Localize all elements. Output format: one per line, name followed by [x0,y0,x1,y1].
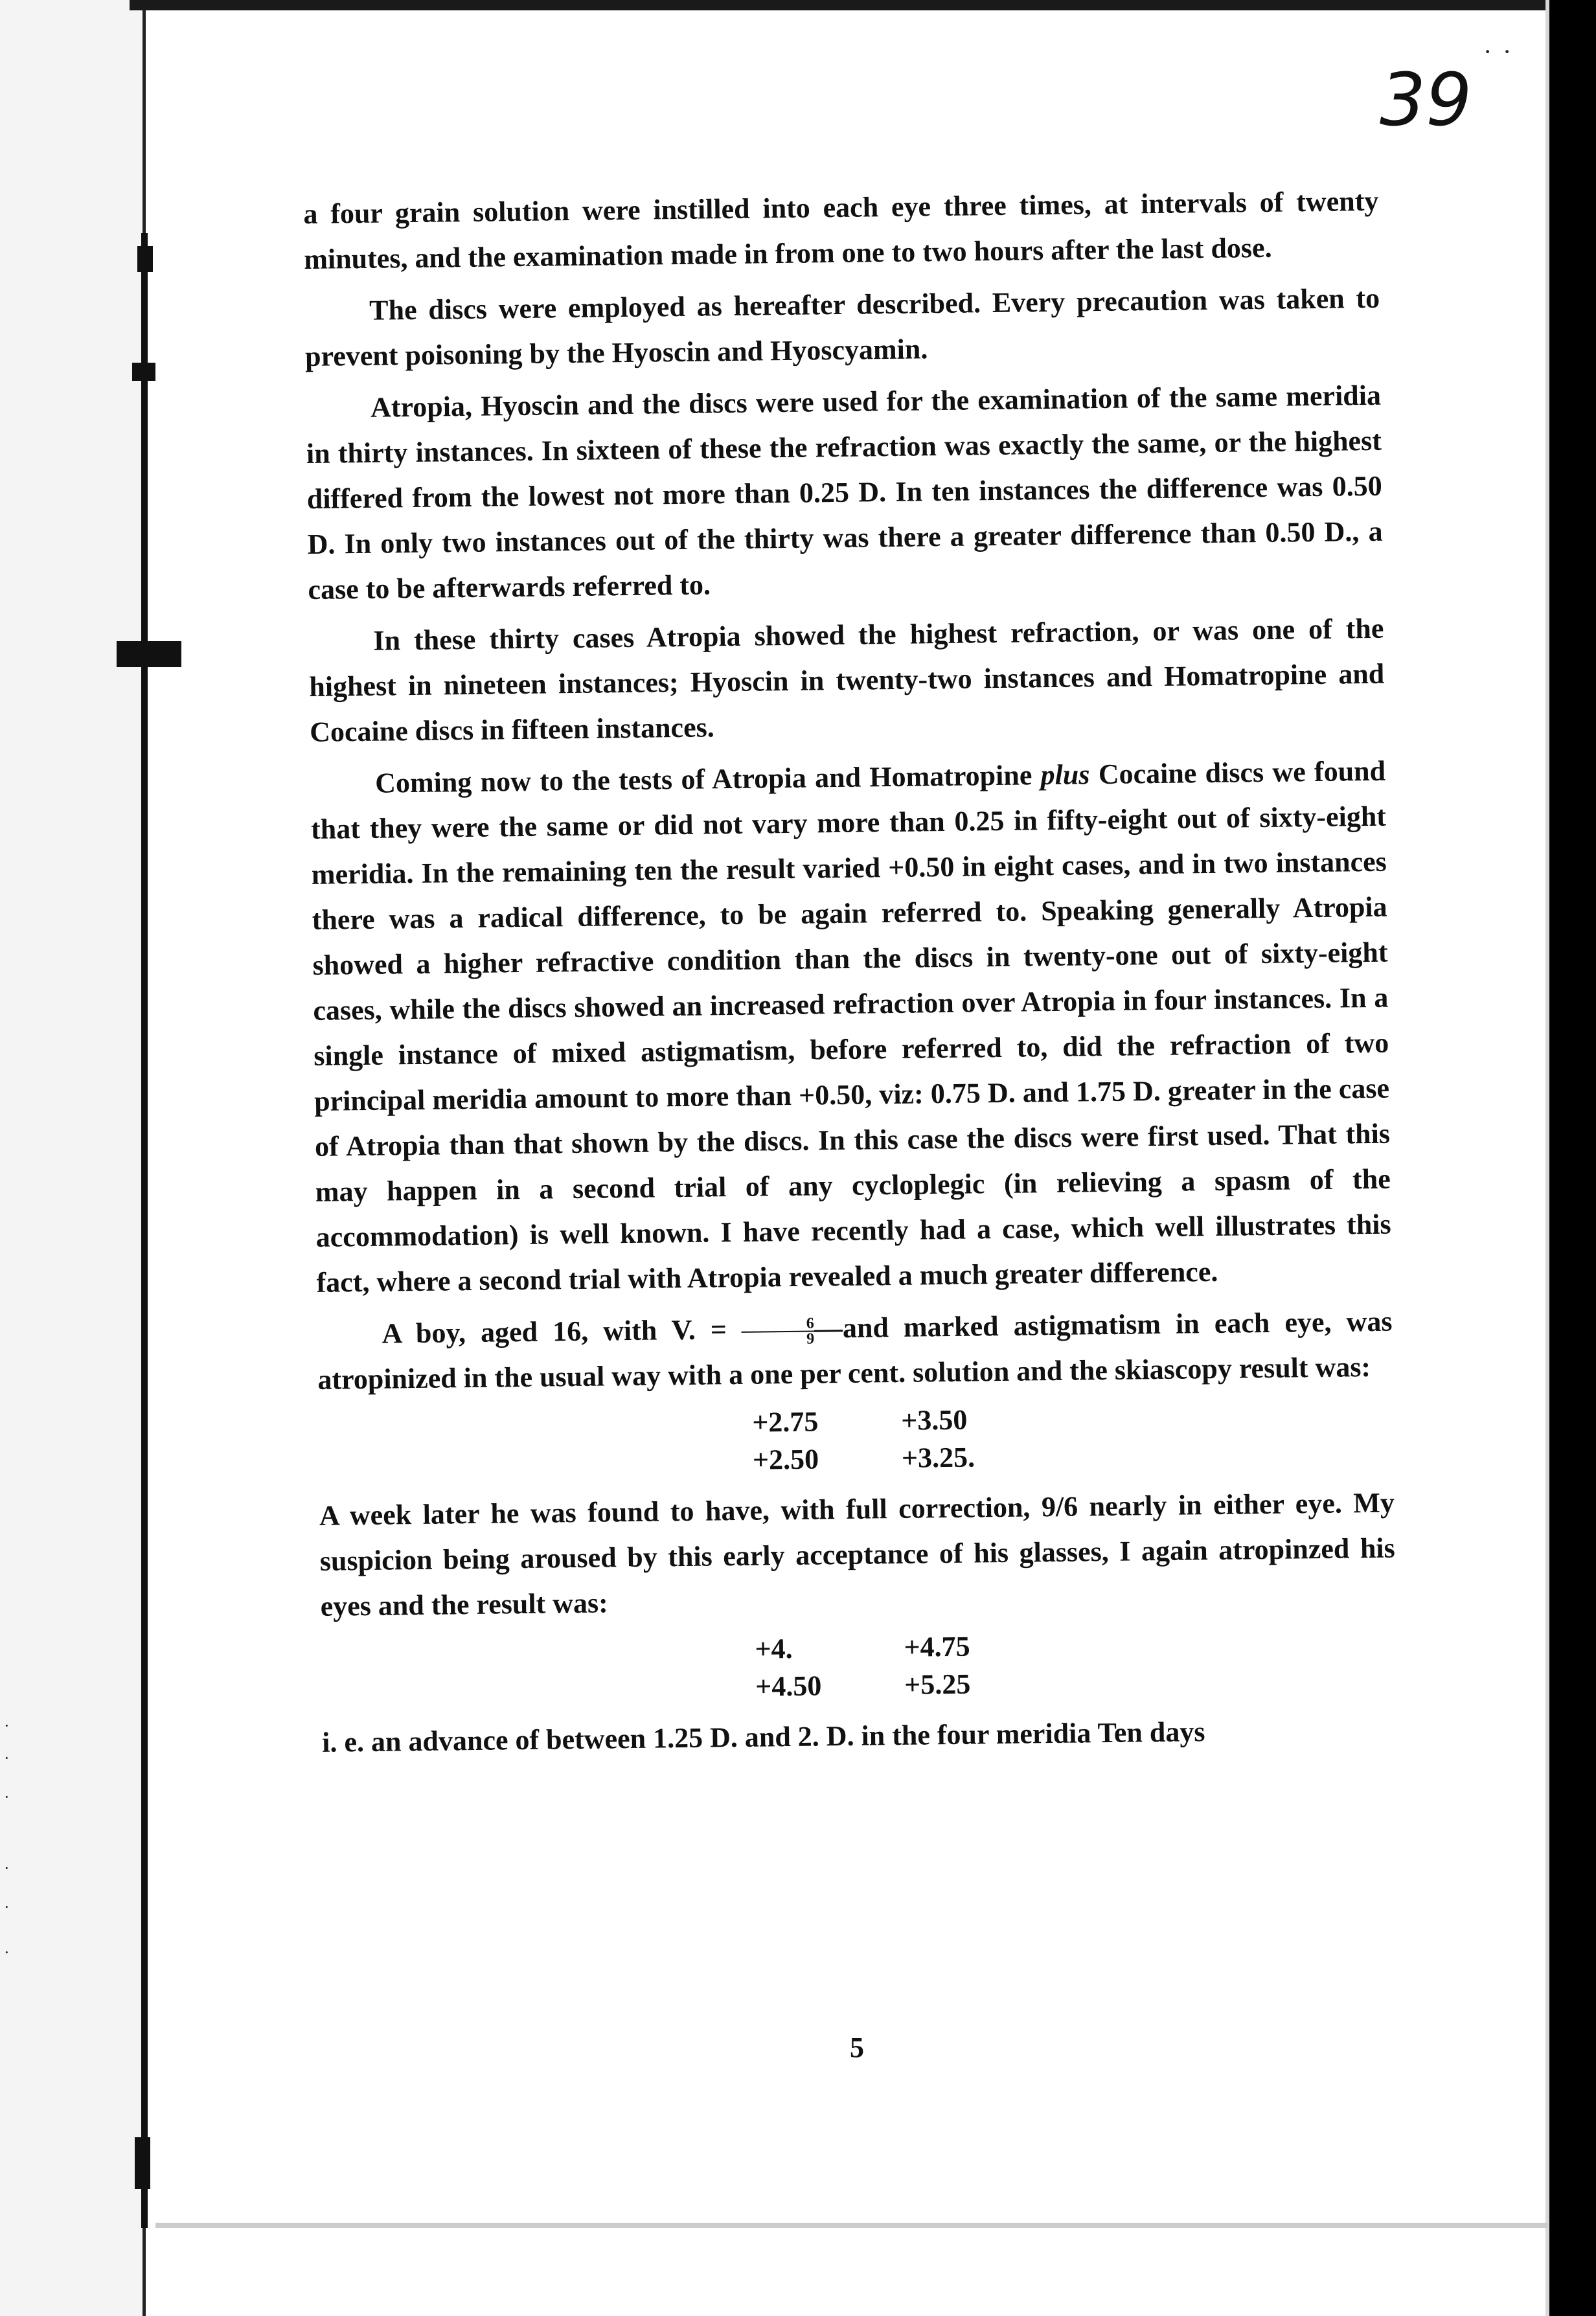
paragraph-boy-case [317,1299,1393,1403]
fraction-denominator: 9 [806,1330,815,1348]
bleed-mark: · [4,1788,10,1806]
bleed-mark: · [4,1859,10,1878]
skiascopy-results-second [321,1623,1396,1711]
right-edge-frame [1549,0,1596,2316]
figure-row [753,1434,1395,1479]
paragraph: The discs were employed as hereafter described. Every precaution was taken to prevent poisoning by the Hyoscin and Hyoscyamin. [304,282,1380,372]
paragraph: i. e. an advance of between 1.25 D. and 2. D. in the four meridia Ten days [321,1716,1205,1758]
paragraph: a four grain solution were instilled into each eye three times, at intervals of twenty minutes, and the examination made in from one to two hours after the last dose. [303,185,1379,275]
folio-tick-mark: · [1503,37,1512,66]
figure-value: +2.50 [752,1443,819,1476]
fraction-numerator: 6 [742,1316,814,1332]
bleed-mark: · [4,1898,10,1916]
visual-acuity-fraction [742,1316,815,1346]
paragraph: A week later he was found to have, with full correction, 9/6 nearly in either eye. My suspicion being aroused by this early acceptance of his glasses, I again atropinzed his eyes and the result was: [319,1486,1396,1622]
binding-mark [135,2137,150,2189]
paragraph-body: discs we found that they were the same or did not vary more than 0.25 in fifty-eight out of sixty-eight meridia. In the remaining ten the result varied +0.50 in eight cases, and in two instances there was a radical difference, to be again referred to. Speaking generally Atropia showed a higher refractive condition than the discs in twenty-one out of sixty-eight cases, while the discs showed an increased refraction over Atropia in four instances. In a single instance of mixed astigmatism, before referred to, did the refraction of two principal meridia amount to more than +0.50, viz: 0.75 D. and 1.75 D. greater in the case of Atropia than that shown by the discs. In this case the discs were first used. That this may happen in a second trial of any cycloplegic (in relieving a spasm of the accommodation) is well known. I have recently had a case, which well illustrates this fact, where a second trial with Atropia revealed a much greater difference. [310,755,1391,1299]
figure-value: +5.25 [904,1668,971,1701]
bleed-mark: · [4,1716,10,1735]
bottom-edge-line [155,2223,1548,2228]
paragraph-body: and marked astigmatism in each eye, was atropinized in the usual way with a one per cent. solution and the skiascopy result was: [317,1305,1393,1396]
top-edge-shadow [130,0,1548,10]
paragraph-lead: Coming now to the tests of Atropia and Homatropine [374,759,1032,799]
figure-value: +4.50 [755,1670,822,1703]
left-page-edge [0,0,146,2316]
bleed-mark: · [4,1943,10,1962]
dash: — [814,1311,843,1345]
paragraph-lead: A boy, aged 16, with V. = [382,1313,742,1350]
body-text [303,179,1398,1772]
binding-mark [132,363,155,381]
figure-value: +3.25. [901,1441,975,1474]
skiascopy-results-first [318,1396,1394,1484]
binding-mark [117,641,181,667]
page-number: 5 [850,2032,864,2063]
folio-number: 39 [1380,58,1472,142]
paragraph: In these thirty cases Atropia showed the highest refraction, or was one of the highest in nineteen instances; Hyoscin in twenty-two instances and Homatropine and Cocaine discs in fifteen instances. [309,612,1385,748]
figure-value: +2.75 [751,1405,819,1438]
binding-line [141,233,148,2228]
figure-value: +4. [755,1632,793,1665]
binding-mark [137,246,153,272]
paragraph-lead-tail: Cocaine [1089,757,1197,791]
paragraph-atropia-homatropine [310,749,1392,1306]
figure-value: +4.75 [904,1630,970,1663]
italic-word: plus [1040,758,1090,791]
paragraph: Atropia, Hyoscin and the discs were used for the examination of the same meridia in thirty instances. In sixteen of these the refraction was exactly the same, or the highest differed from the lowest not more than 0.25 D. In ten instances the difference was 0.50 D. In only two instances out of the thirty was there a greater difference than 0.50 D., a case to be afterwards referred to. [306,379,1383,606]
figure-row [755,1661,1397,1706]
folio-tick-mark: · [1483,37,1492,66]
figure-value: +3.50 [900,1403,968,1436]
bleed-mark: · [4,1749,10,1767]
